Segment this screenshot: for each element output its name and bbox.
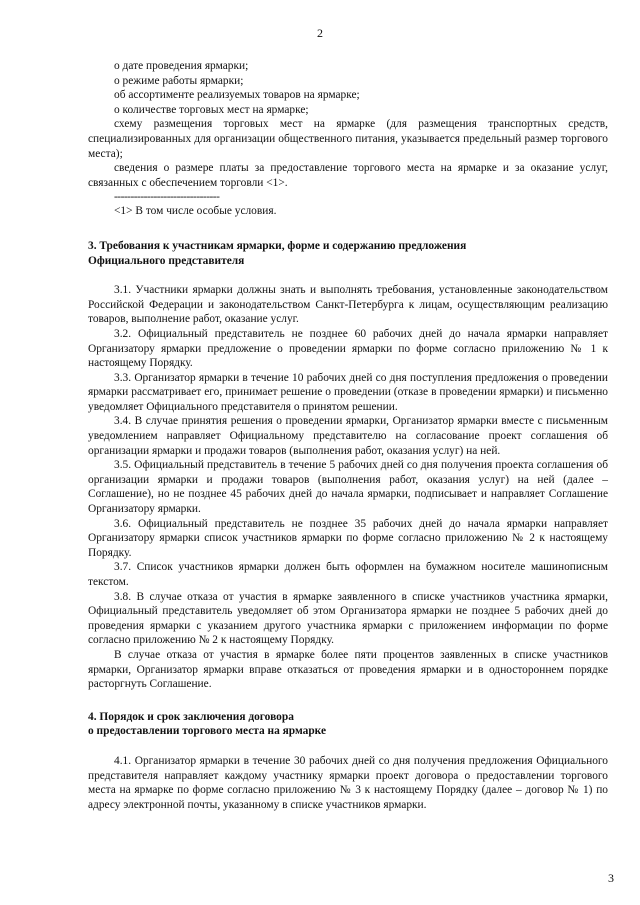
paragraph-3-8: 3.8. В случае отказа от участия в ярмарке заявленного в списке участников участника ярмарки, Официальный представитель уведомляет об этом Организатора ярмарки не позднее 5 рабочих дней до проведения ярмарки с указанием другого участника ярмарки с приложением информации по форме согласно приложению № 2 к настоящему Порядку. [88,590,608,647]
list-item: об ассортименте реализуемых товаров на ярмарке; [114,89,360,102]
list-item: о дате проведения ярмарки; [114,60,249,72]
page-number-top: 2 [317,26,323,40]
section-3-title-line-1: 3. Требования к участникам ярмарки, форме и содержанию предложения [88,239,467,252]
paragraph-4-1: 4.1. Организатор ярмарки в течение 30 рабочих дней со дня получения предложения Официального представителя направляет каждому участнику ярмарки проект договора о предоставлении торгового места на ярмарке по форме согласно приложению № 3 к настоящему Порядку (далее – договор № 1) по адресу электронной почты, указанному в списке участников ярмарки. [88,754,608,811]
paragraph-3-8-continued: В случае отказа от участия в ярмарке более пяти процентов заявленных в списке участников ярмарки, Организатор ярмарки вправе отказаться от проведения ярмарки и в одностороннем порядке расторгнуть Соглашение. [88,648,608,691]
paragraph-3-5: 3.5. Официальный представитель в течение 5 рабочих дней со дня получения проекта соглашения об организации ярмарки и продажи товаров (выполнения работ, оказания услуг) на ней (далее – Соглашение), но не позднее 45 рабочих дней до начала ярмарки, подписывает и направляет Соглашение Организатору ярмарки. [88,459,608,516]
footnote-separator: -------------------------------- [114,192,220,203]
footnote: <1> В том числе особые условия. [114,205,277,218]
page-number-bottom: 3 [608,871,614,885]
document-body [88,59,608,812]
section-3-title-line-2: Официального представителя [88,254,245,267]
paragraph-3-4: 3.4. В случае принятия решения о проведении ярмарки, Организатор ярмарки вместе с письменным уведомлением направляет Официальному представителю на согласование проект соглашения об организации ярмарки и продажи товаров (выполнения работ, оказания услуг) на ней. [88,415,608,457]
list-item: о режиме работы ярмарки; [114,74,244,87]
section-4-title-line-2: о предоставлении торгового места на ярмарке [88,725,327,738]
paragraph-3-7: 3.7. Список участников ярмарки должен быть оформлен на бумажном носителе машинописным текстом. [88,561,608,588]
list-item: схему размещения торговых мест на ярмарке (для размещения транспортных средств, специализированных для организации общественного питания, указывается предельный размер торгового места); [88,118,608,160]
list-item: о количестве торговых мест на ярмарке; [114,103,309,116]
section-4-title-line-1: 4. Порядок и срок заключения договора [88,710,294,723]
paragraph-3-1: 3.1. Участники ярмарки должны знать и выполнять требования, установленные законодательством Российской Федерации и законодательством Санкт-Петербурга к лицам, осуществляющим реализацию товаров, выполнение работ, оказание услуг. [88,284,608,326]
paragraph-3-6: 3.6. Официальный представитель не позднее 35 рабочих дней до начала ярмарки направляет Организатору ярмарки список участников ярмарки по форме согласно приложению № 2 к настоящему Порядку. [88,517,608,559]
list-item: сведения о размере платы за предоставление торгового места на ярмарке и за оказание услуг, связанных с обеспечением торговли <1>. [88,162,608,189]
paragraph-3-2: 3.2. Официальный представитель не позднее 60 рабочих дней до начала ярмарки направляет Организатору ярмарки предложение о проведении ярмарки по форме согласно приложению № 1 к настоящему Порядку. [88,327,608,370]
paragraph-3-3: 3.3. Организатор ярмарки в течение 10 рабочих дней со дня поступления предложения о проведении ярмарки рассматривает его, принимает решение о проведении (отказе в проведении ярмарки) и письменно уведомляет Официального представителя о принятом решении. [88,371,608,413]
